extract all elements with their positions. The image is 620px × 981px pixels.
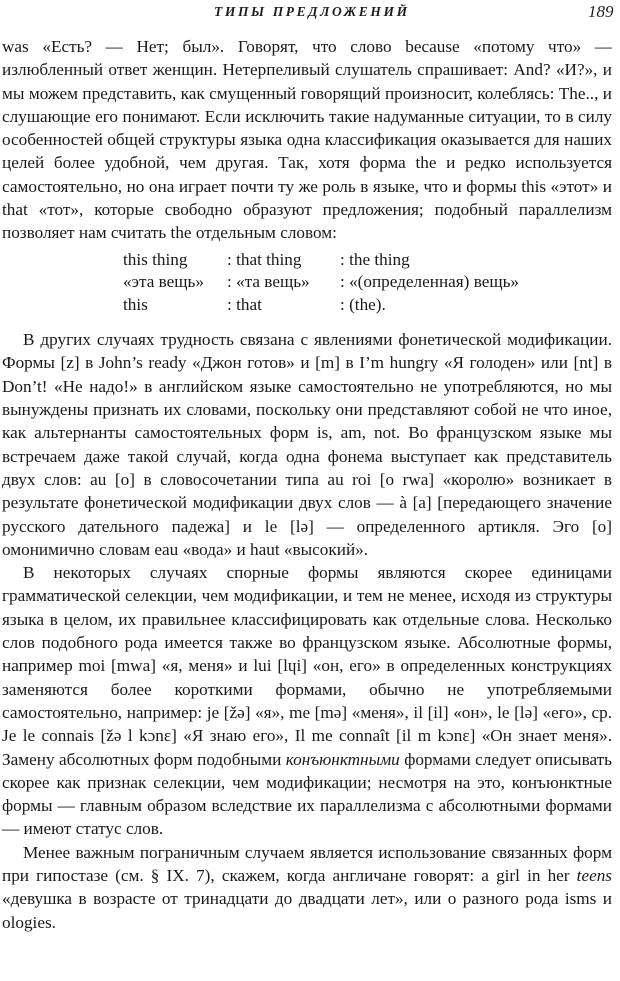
example-row: [123, 249, 519, 272]
paragraph-grammatical-selection: [2, 561, 612, 841]
example-cell: : the thing: [340, 249, 410, 269]
example-cell: this thing: [123, 249, 188, 269]
example-cell: : «та вещь»: [227, 272, 310, 292]
example-row: [123, 271, 519, 294]
running-title: ТИПЫ ПРЕДЛОЖЕНИЙ: [214, 4, 410, 19]
example-cell: this: [123, 294, 148, 314]
example-cell: : that thing: [227, 249, 302, 269]
example-cell: : «(определенная) вещь»: [340, 272, 520, 292]
italic-term: конъюнктными: [285, 749, 400, 769]
example-cell: : (the).: [340, 294, 386, 314]
example-row: [123, 294, 519, 317]
text-run: В некоторых случаях спорные формы являются скорее единицами грамматической селекции, чем модификации, и тем не менее, исходя из структуры языка в целом, их правильнее классифицировать как отдельные слова. Несколько слов подобного рода имеется также во французском языке. Абсолютные формы, например moi [mwa] «я, меня» и lui [lɥi] «он, его» в определенных конструкциях заменяются более короткими формами, обычно не употребляемыми самостоятельно, например: je [žə] «я», me [mə] «меня», il [il] «он», le [lə] «его», ср. Je le connais [žə l kɔnɛ] «Я знаю его», Il me connaît [il m kɔnɛ] «Он знает меня». Замену абсолютных форм подобными: [2, 563, 612, 769]
body-text: [2, 35, 612, 934]
example-cell: : that: [227, 294, 262, 314]
example-cell: «эта вещь»: [123, 272, 204, 292]
paragraph-phonetic-modification: В других случаях трудность связана с явлениями фонетической модификации. Формы [z] в John’s ready «Джон готов» и [m] в I’m hungry «Я голоден» или [nt] в Don’t! «Не надо!» в английском языке самостоятельно не употребляются, но мы вынуждены признать их словами, поскольку они представляют собой не что иное, как альтернанты самостоятельных форм is, am, not. Во французском языке мы встречаем даже такой случай, когда одна фонема выступает как представитель двух слов: au [o] в словосочетании типа au roi [o rwa] «королю» возникает в результате фонетической модификации двух слов — à [a] [передающего значение русского дательного падежа] и le [lə] — определенного артикля. Эго [o] омонимично словам eau «вода» и haut «высокий».: [2, 330, 612, 559]
text-run: Менее важным пограничным случаем является использование связанных форм при гипостазе (см. § IX. 7), скажем, когда англичане говорят: a girl in her: [2, 842, 612, 885]
text-run: формами следует описывать скорее как признак селекции, чем модификации; несмотря на это, конъюнктные формы — главным образом вследствие их параллелизма с абсолютными формами — имеют статус слов.: [2, 749, 612, 839]
example-table: [123, 249, 519, 317]
paragraph-hypostasis: [2, 841, 612, 934]
page-header: [0, 2, 620, 24]
paragraph-continued: was «Есть? — Нет; был». Говорят, что слово because «потому что» — излюбленный ответ женщин. Нетерпеливый слушатель спрашивает: And? «И?», и мы можем представить, как смущенный говорящий произносит, колеблясь: The.., и слушающие его понимают. Если исключить такие надуманные ситуации, то в силу особенностей общей структуры языка одна классификация оказывается для наших целей более удобной, чем другая. Так, хотя форма the и редко используется самостоятельно, но она играет почти ту же роль в языке, что и формы this «этот» и that «тот», которые свободно образуют предложения; подобный параллелизм позволяет нам считать the отдельным словом:: [2, 37, 612, 243]
text-run: «девушка в возрасте от тринадцати до двадцати лет», или о разного рода isms и ologies.: [2, 889, 612, 932]
page-number: 189: [588, 2, 614, 21]
italic-term: teens: [576, 866, 612, 885]
